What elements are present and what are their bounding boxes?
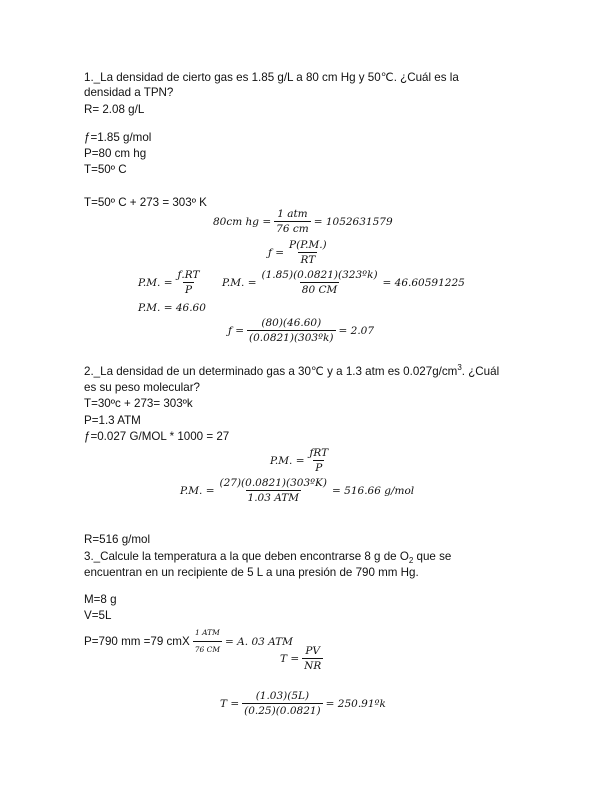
p1-eq-pressure-conversion (213, 208, 393, 235)
p3-eq2-den: (0.25)(0.0821) (244, 705, 321, 717)
p1-eq5: P.M. = 46.60 (138, 302, 206, 314)
p2-eq-molar-mass-substitution (180, 477, 414, 504)
p1-eq6-left: ƒ = (228, 324, 245, 337)
p1-eq4-right: = 46.60591225 (382, 276, 465, 289)
p2-eq2-den: 1.03 ATM (247, 492, 299, 504)
p3-pressure-right: = A. 03 ATM (225, 635, 293, 648)
p1-eq2-num: P(P.M.) (289, 239, 327, 251)
p1-eq3-left: P.M. = (138, 276, 173, 289)
p2-eq2-right: = 516.66 g/mol (332, 484, 415, 497)
p3-question-line1-sub: 2 (408, 556, 414, 565)
p1-eq4-left: P.M. = (222, 276, 257, 289)
p1-temp-conversion: T=50º C + 273 = 303º K (84, 196, 207, 209)
p2-given-density: ƒ=0.027 G/MOL * 1000 = 27 (84, 430, 230, 443)
p2-eq1-left: P.M. = (270, 454, 305, 467)
p1-question-line1: 1._La densidad de cierto gas es 1.85 g/L a 80 cm Hg y 50℃. ¿Cuál es la (84, 71, 459, 84)
p3-given-volume: V=5L (84, 609, 112, 622)
p1-eq1-den: 76 cm (276, 223, 309, 235)
p1-eq-density-result (228, 317, 374, 344)
p3-eq1-den: NR (304, 660, 322, 672)
p1-eq6-den: (0.0821)(303ºk) (249, 332, 334, 344)
p1-eq4-den: 80 CM (301, 284, 338, 296)
p1-given-density: ƒ=1.85 g/mol (84, 131, 152, 144)
p2-question-line1-sup: 3 (457, 363, 462, 372)
p1-eq2-den: RT (300, 254, 316, 266)
p2-eq-molar-mass-formula (270, 447, 333, 474)
p3-given-pressure: P=790 mm =79 cmX (84, 634, 190, 648)
p1-eq6-right: = 2.07 (338, 324, 375, 337)
p1-given-pressure: P=80 cm hg (84, 147, 147, 160)
p2-eq1-num: ƒRT (309, 447, 329, 459)
p2-eq2-left: P.M. = (180, 484, 215, 497)
p1-eq-molar-mass-formula (138, 269, 204, 296)
p1-eq6-num: (80)(46.60) (261, 317, 322, 329)
p3-pressure-den: 76 CM (193, 641, 222, 657)
p1-answer: R= 2.08 g/L (84, 103, 145, 116)
p3-question-line2: encuentran en un recipiente de 5 L a una presión de 790 mm Hg. (84, 566, 419, 579)
p2-eq2-num: (27)(0.0821)(303ºK) (219, 477, 328, 489)
p3-given-pressure-row (84, 626, 293, 657)
p3-eq2-right: = 250.91ºk (325, 697, 386, 710)
p1-eq1-right: = 1052631579 (313, 215, 393, 228)
p3-eq1-num: PV (305, 645, 321, 657)
p2-question-line1-b: . ¿Cuál (461, 365, 500, 378)
p1-eq3-den: P (184, 284, 193, 296)
p3-eq-temperature-formula (280, 645, 326, 672)
p1-eq-molar-mass-result (138, 302, 206, 314)
p1-eq4-num: (1.85)(0.0821)(323ºk) (261, 269, 378, 281)
p3-eq2-left: T = (220, 697, 240, 710)
p3-question-line1 (84, 550, 451, 565)
p3-eq1-left: T = (280, 652, 300, 665)
p1-eq3-num: ƒ.RT (177, 269, 200, 281)
p3-pressure-num: 1 ATM (194, 628, 220, 637)
p3-eq2-num: (1.03)(5L) (255, 690, 310, 702)
p1-eq2-left: ƒ = (268, 246, 285, 259)
p1-question-line2: densidad a TPN? (84, 86, 174, 99)
p3-eq-temperature-result (220, 690, 386, 717)
p2-given-temp: T=30ºc + 273= 303ºk (84, 397, 193, 410)
p2-answer: R=516 g/mol (84, 533, 151, 546)
p2-given-pressure: P=1.3 ATM (84, 414, 141, 427)
p1-eq-molar-mass-substitution (222, 269, 465, 296)
p2-eq1-den: P (315, 462, 323, 474)
p2-question-line1 (84, 365, 499, 380)
p3-question-line1-b: que se (413, 550, 452, 563)
p1-given-temp: T=50º C (84, 163, 127, 176)
p3-given-mass: M=8 g (84, 593, 117, 606)
p1-eq1-left: 80cm hg = (213, 215, 272, 228)
p3-question-line1-a: 3._Calcule la temperatura a la que deben encontrarse 8 g de O (84, 550, 409, 563)
p2-question-line1-a: 2._La densidad de un determinado gas a 30℃ y a 1.3 atm es 0.027g/cm (84, 365, 458, 378)
p2-question-line2: es su peso molecular? (84, 381, 200, 394)
p1-eq-density-formula (268, 239, 332, 266)
p1-eq1-num: 1 atm (277, 208, 308, 220)
